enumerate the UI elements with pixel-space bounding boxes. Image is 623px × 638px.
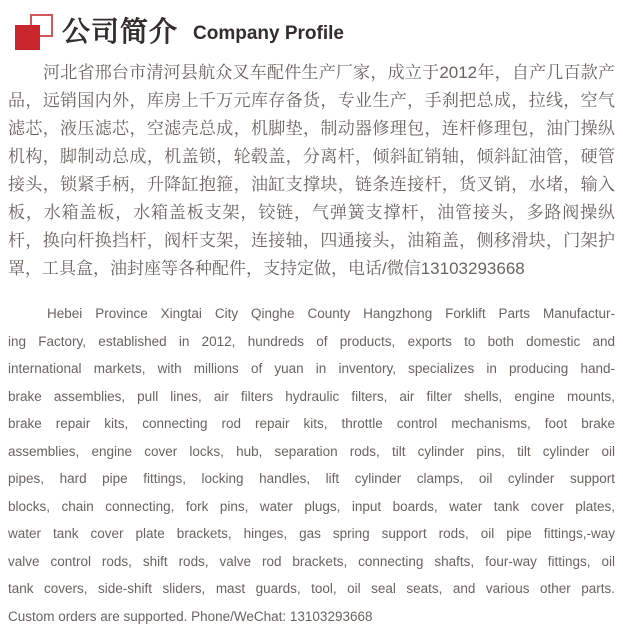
text-line: ing Factory, established in 2012, hundreds of products, exports to both domestic and	[8, 333, 615, 349]
text-line: 杆，换向杆换挡杆，阀杆支架，连接轴，四通接头，油箱盖，侧移滑块，门架护	[8, 231, 615, 250]
text-line: blocks, chain connecting, fork pins, water plugs, input boards, water tank cover plates,	[8, 498, 615, 514]
text-line: 接头，锁紧手柄，升降缸抱箍，油缸支撑块，链条连接杆，货叉销，水堵，输入	[8, 175, 615, 194]
text-line: international markets, with millions of yuan in inventory, specializes in producing hand-	[8, 361, 615, 376]
text-line: Hebei Province Xingtai City Qinghe County Hangzhong Forklift Parts Manufactur-	[47, 306, 615, 321]
text-line: water tank cover plate brackets, hinges, gas spring support rods, oil pipe fittings,-way	[8, 526, 615, 541]
text-line: 滤芯，液压滤芯，空滤壳总成，机脚垫，制动器修理包，连杆修理包，油门操纵	[8, 119, 615, 138]
text-line: valve control rods, shift rods, valve rod brackets, connecting shafts, four-way fittings, oil	[8, 553, 615, 569]
text-line: 河北省邢台市清河县航众叉车配件生产厂家，成立于2012年，自产几百款产	[43, 63, 615, 82]
filled-square-shape	[15, 25, 40, 50]
profile-paragraph-zh	[8, 59, 615, 283]
profile-paragraph-en	[8, 300, 615, 630]
text-line: 板，水箱盖板，水箱盖板支架，铰链，气弹簧支撑杆，油管接头，多路阀操纵	[8, 203, 615, 222]
section-title-zh: 公司简介	[62, 15, 179, 47]
text-line: brake repair kits, connecting rod repair kits, throttle control mechanisms, foot brake	[8, 416, 615, 431]
text-line: assemblies, engine cover locks, hub, separation rods, tilt cylinder pins, tilt cylinder oil	[8, 443, 615, 459]
text-line: Custom orders are supported. Phone/WeChat: 13103293668	[8, 608, 373, 624]
text-line: 品，远销国内外，库房上千万元库存备货，专业生产，手刹把总成，拉线，空气	[8, 91, 615, 110]
overlapping-squares-icon	[15, 11, 55, 52]
text-line: 罩，工具盒，油封座等各种配件，支持定做，电话/微信13103293668	[8, 259, 525, 278]
text-line: 机构，脚制动总成，机盖锁，轮毂盖，分离杆，倾斜缸销轴，倾斜缸油管，硬管	[8, 147, 615, 166]
section-title-en: Company Profile	[193, 23, 344, 44]
text-line: brake assemblies, pull lines, air filters hydraulic filters, air filter shells, engine mounts,	[8, 388, 615, 404]
section-header	[0, 0, 623, 52]
text-line: pipes, hard pipe fittings, locking handles, lift cylinder clamps, oil cylinder support	[8, 471, 615, 486]
text-line: tank covers, side-shift sliders, mast guards, tool, oil seal seats, and various other parts.	[8, 581, 615, 596]
